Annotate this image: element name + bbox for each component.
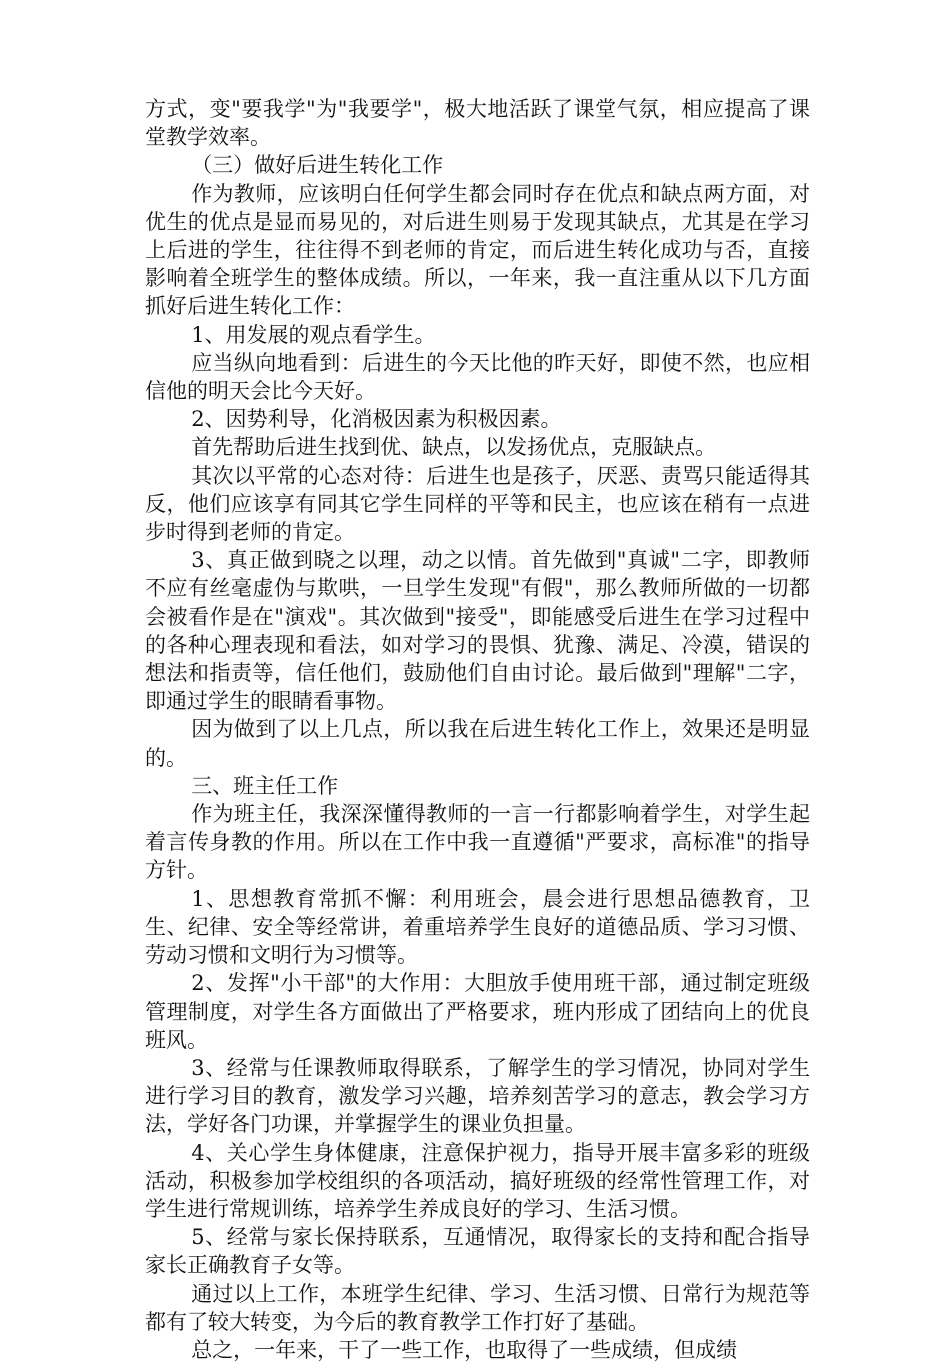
- list-item-heading: 2、因势利导，化消极因素为积极因素。: [191, 407, 562, 432]
- list-item: 2、发挥"小干部"的大作用：大胆放手使用班干部，通过制定班级管理制度，对学生各方面做出了严格要求，班内形成了团结向上的优良班风。: [145, 971, 810, 1052]
- paragraph: 作为教师，应该明白任何学生都会同时存在优点和缺点两方面，对优生的优点是显而易见的，对后进生则易于发现其缺点，尤其是在学习上后进的学生，往往得不到老师的肯定，而后进生转化成功与否，直接影响着全班学生的整体成绩。所以，一年来，我一直注重从以下几方面抓好后进生转化工作：: [145, 181, 810, 319]
- paragraph-continuation: 方式，变"要我学"为"我要学"，极大地活跃了课堂气氛，相应提高了课堂教学效率。: [145, 97, 810, 150]
- paragraph: 作为班主任，我深深懂得教师的一言一行都影响着学生，对学生起着言传身教的作用。所以在工作中我一直遵循"严要求，高标准"的指导方针。: [145, 802, 810, 883]
- paragraph: 其次以平常的心态对待：后进生也是孩子，厌恶、责骂只能适得其反，他们应该享有同其它学生同样的平等和民主，也应该在稍有一点进步时得到老师的肯定。: [145, 463, 810, 545]
- section-heading-class-teacher: 三、班主任工作: [191, 773, 339, 798]
- paragraph: 通过以上工作，本班学生纪律、学习、生活习惯、日常行为规范等都有了较大转变，为今后的教育教学工作打好了基础。: [145, 1281, 810, 1334]
- list-item: 3、经常与任课教师取得联系，了解学生的学习情况，协同对学生进行学习目的教育，激发学习兴趣，培养刻苦学习的意志，教会学习方法，学好各门功课，并掌握学生的课业负担量。: [145, 1055, 810, 1137]
- paragraph: 首先帮助后进生找到优、缺点，以发扬优点，克服缺点。: [191, 435, 717, 460]
- list-item: 3、真正做到晓之以理，动之以情。首先做到"真诚"二字，即教师不应有丝毫虚伪与欺哄，一旦学生发现"有假"，那么教师所做的一切都会被看作是在"演戏"。其次做到"接受"，即能感受后进生在学习过程中的各种心理表现和看法，如对学习的畏惧、犹豫、满足、冷漠，错误的想法和指责等，信任他们，鼓励他们自由讨论。最后做到"理解"二字，即通过学生的眼睛看事物。: [145, 548, 810, 714]
- section-heading-underachiever: （三）做好后进生转化工作: [191, 153, 444, 178]
- list-item: 5、经常与家长保持联系，互通情况，取得家长的支持和配合指导家长正确教育子女等。: [145, 1225, 810, 1278]
- list-item-heading: 1、用发展的观点看学生。: [191, 322, 436, 347]
- document-body: [145, 95, 810, 1364]
- list-item: 1、思想教育常抓不懈：利用班会，晨会进行思想品德教育，卫生、纪律、安全等经常讲，着重培养学生良好的道德品质、学习习惯、劳动习惯和文明行为习惯等。: [145, 886, 810, 968]
- list-item: 4、关心学生身体健康，注意保护视力，指导开展丰富多彩的班级活动，积极参加学校组织的各项活动，搞好班级的经常性管理工作，对学生进行常规训练，培养学生养成良好的学习、生活习惯。: [145, 1140, 810, 1221]
- paragraph-summary: 总之，一年来，干了一些工作，也取得了一些成绩，但成绩: [191, 1337, 738, 1362]
- paragraph: 应当纵向地看到：后进生的今天比他的昨天好，即使不然，也应相信他的明天会比今天好。: [145, 350, 810, 404]
- paragraph: 因为做到了以上几点，所以我在后进生转化工作上，效果还是明显的。: [145, 717, 810, 770]
